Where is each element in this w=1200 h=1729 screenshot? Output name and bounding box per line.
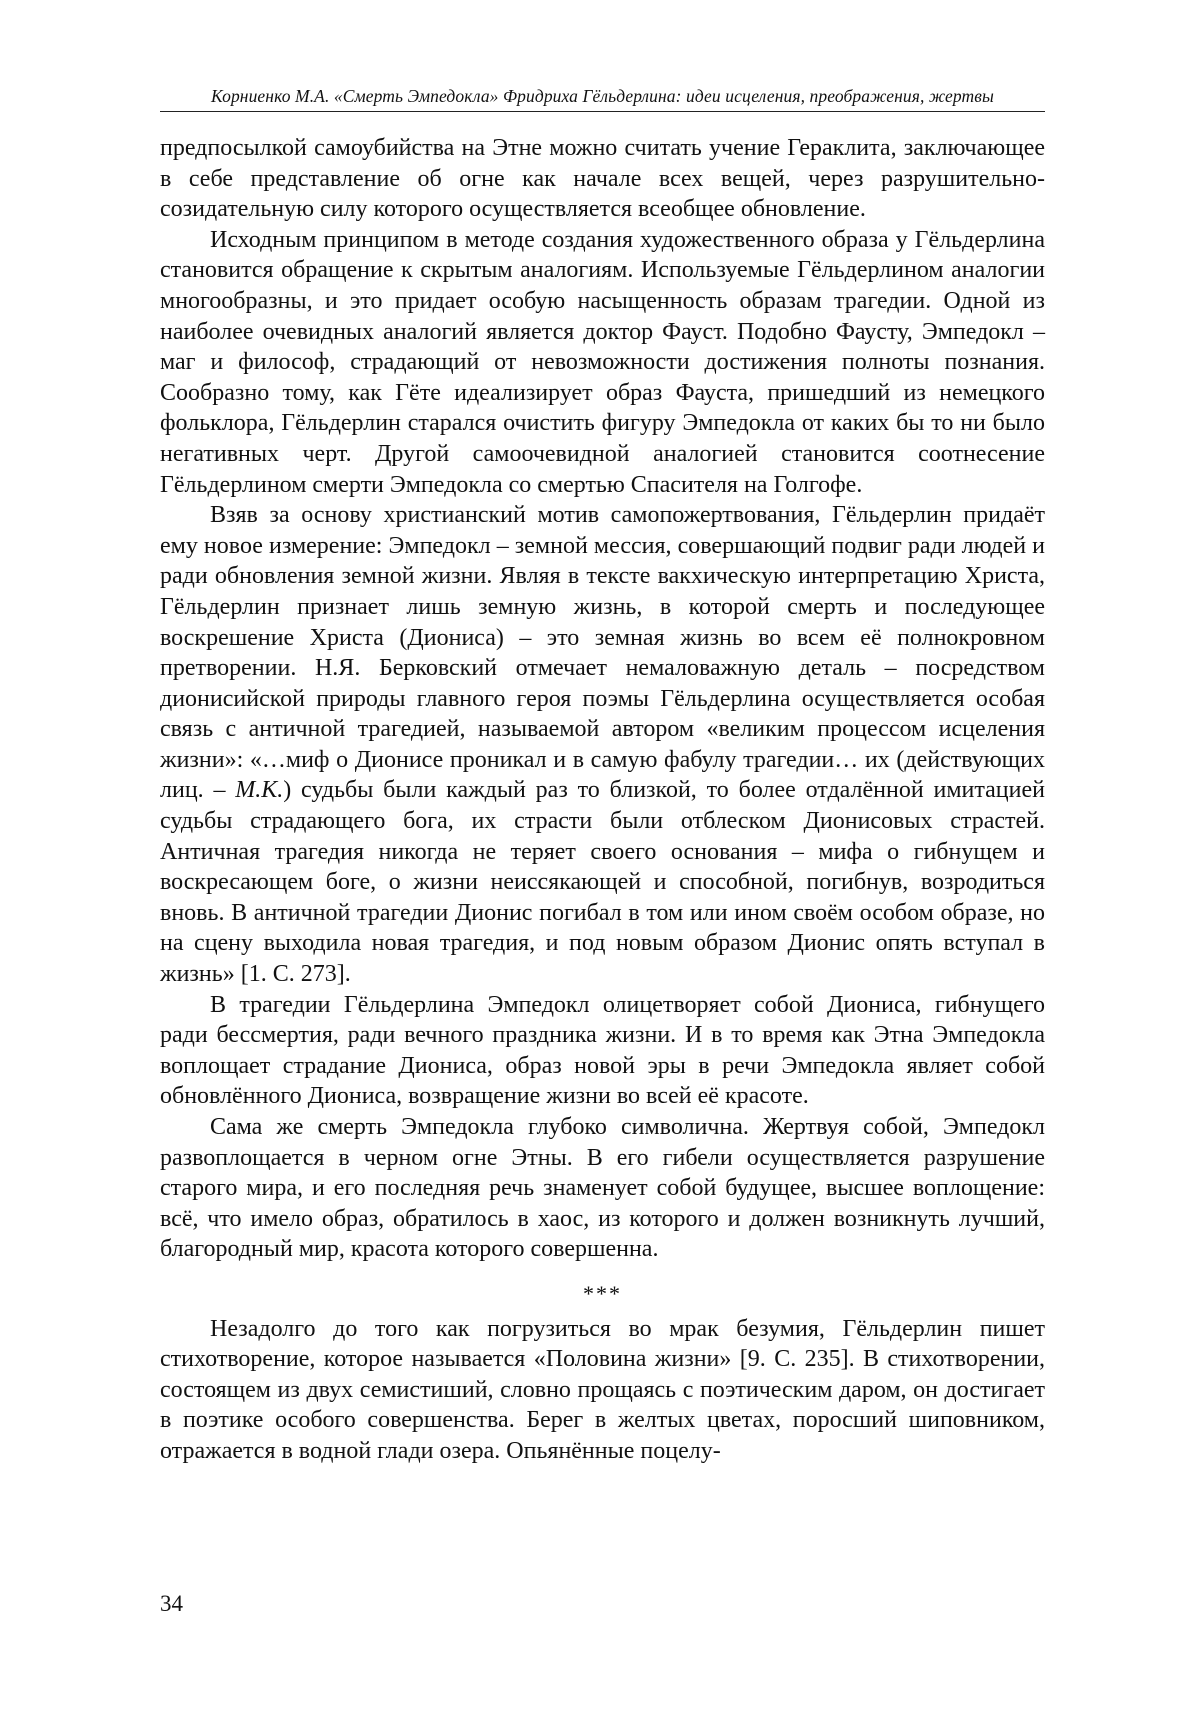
paragraph-3 <box>160 500 1045 990</box>
paragraph-3-text-before: Взяв за основу христианский мотив самопожертвования, Гёльдерлин придаёт ему новое измерение: Эмпедокл – земной мессия, совершающий подвиг ради людей и ради обновления земной жизни. Являя в тексте вакхическую интерпретацию Христа, Гёльдерлин признает лишь земную жизнь, в которой смерть и последующее воскрешение Христа (Диониса) – это земная жизнь во всем её полнокровном претворении. Н.Я. Берковский отмечает немаловажную деталь – посредством дионисийской природы главного героя поэмы Гёльдерлина осуществляется особая связь с античной трагедией, называемой автором «великим процессом исцеления жизни»: «…миф о Дионисе проникал и в самую фабулу трагедии… их (действующих лиц. – <box>160 502 1045 804</box>
paragraph-6: Незадолго до того как погрузиться во мрак безумия, Гёльдерлин пишет стихотворение, которое называется «Половина жизни» [9. С. 235]. В стихотворении, состоящем из двух семистиший, словно прощаясь с поэтическим даром, он достигает в поэтике особого совершенства. Берег в желтых цветах, поросший шиповником, отражается в водной глади озера. Опьянённые поцелу- <box>160 1315 1045 1464</box>
page-number: 34 <box>160 1591 183 1616</box>
paragraph-1: предпосылкой самоубийства на Этне можно считать учение Гераклита, заключающее в себе представление об огне как начале всех вещей, через разрушительно-созидательную силу которого осуществляется всеобщее обновление. <box>160 135 1045 223</box>
paragraph-3-text-after: ) судьбы были каждый раз то близкой, то более отдалённой имитацией судьбы страдающего бога, их страсти были отблеском Дионисовых страстей. Античная трагедия никогда не теряет своего основания – мифа о гибнущем и воскресающем боге, о жизни неиссякающей и способной, погибнув, возродиться вновь. В античной трагедии Дионис погибал в том или ином своём особом образе, но на сцену выходила новая трагедия, и под новым образом Дионис опять вступал в жизнь» [1. С. 273]. <box>160 777 1045 988</box>
paragraph-5: Сама же смерть Эмпедокла глубоко символична. Жертвуя собой, Эмпедокл развоплощается в черном огне Этны. В его гибели осуществляется разрушение старого мира, и его последняя речь знаменует собой будущее, высшее воплощение: всё, что имело образ, обратилось в хаос, из которого и должен возникнуть лучший, благородный мир, красота которого совершенна. <box>160 1114 1045 1263</box>
paragraph-2: Исходным принципом в методе создания художественного образа у Гёльдерлина становится обращение к скрытым аналогиям. Используемые Гёльдерлином аналогии многообразны, и это придает особую насыщенность образам трагедии. Одной из наиболее очевидных аналогий является доктор Фауст. Подобно Фаусту, Эмпедокл – маг и философ, страдающий от невозможности достижения полноты познания. Сообразно тому, как Гёте идеализирует образ Фауста, пришедший из немецкого фольклора, Гёльдерлин старался очистить фигуру Эмпедокла от каких бы то ни было негативных черт. Другой самоочевидной аналогией становится соотнесение Гёльдерлином смерти Эмпедокла со смертью Спасителя на Голгофе. <box>160 226 1045 498</box>
paragraph-4: В трагедии Гёльдерлина Эмпедокл олицетворяет собой Диониса, гибнущего ради бессмертия, ради вечного праздника жизни. И в то время как Этна Эмпедокла воплощает страдание Диониса, образ новой эры в речи Эмпедокла являет собой обновлённого Диониса, возвращение жизни во всей её красоте. <box>160 991 1045 1110</box>
section-separator: *** <box>583 1280 622 1306</box>
running-header: Корниенко М.А. «Смерть Эмпедокла» Фридриха Гёльдерлина: идеи исцеления, преображения, жертвы <box>160 86 1045 112</box>
author-initials: М.К. <box>235 777 284 804</box>
article-body <box>160 133 1045 1467</box>
